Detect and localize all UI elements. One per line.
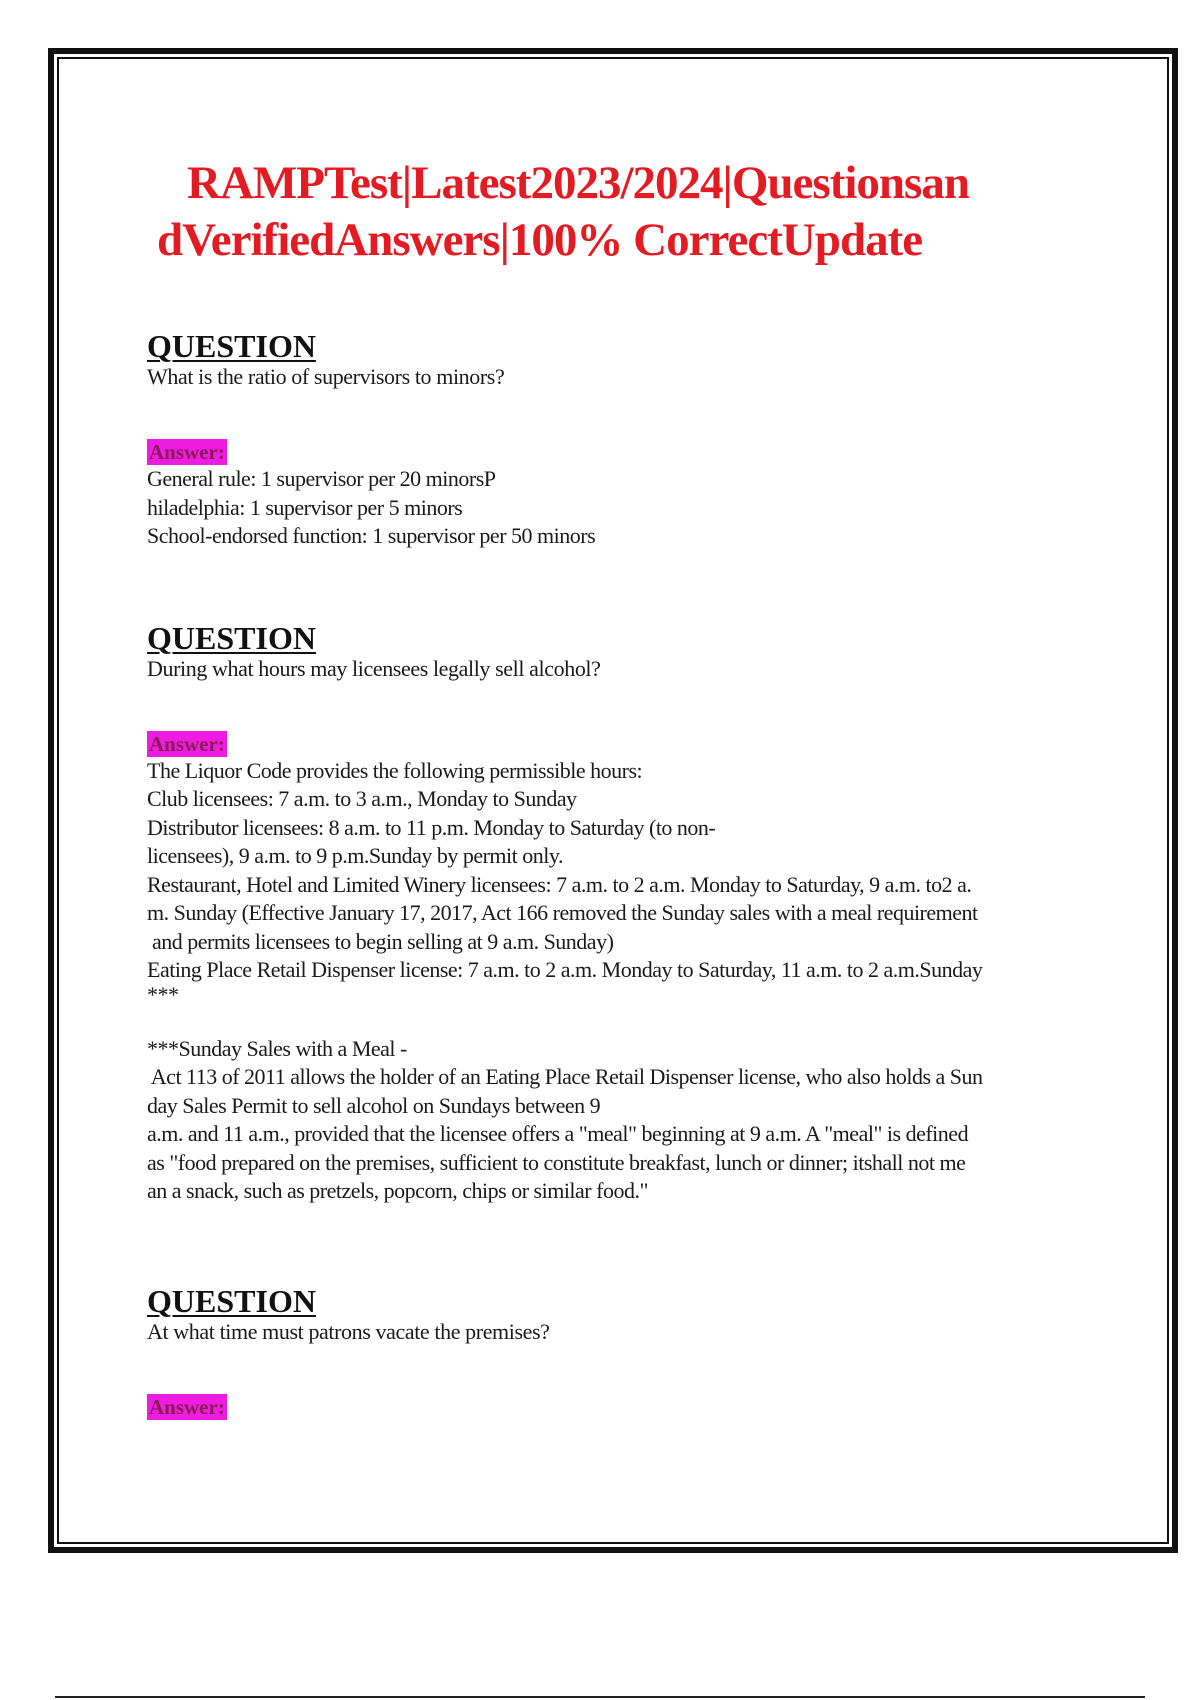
answer-line: as "food prepared on the premises, sufficient to constitute breakfast, lunch or dinner; itshall not me — [147, 1149, 966, 1175]
document-title — [157, 155, 1107, 269]
page-border-inner — [57, 57, 1169, 1544]
answer-line: m. Sunday (Effective January 17, 2017, Act 166 removed the Sunday sales with a meal requirement — [147, 900, 978, 925]
answer-line: Club licensees: 7 a.m. to 3 a.m., Monday to Sunday — [147, 786, 577, 811]
qa-block-2 — [147, 621, 1097, 1206]
answer-line: The Liquor Code provides the following permissible hours: — [147, 757, 643, 783]
answer-line: Eating Place Retail Dispenser license: 7 a.m. to 2 a.m. Monday to Saturday, 11 a.m. to 2 a.m.Sunday — [147, 957, 983, 982]
document-title-line-1: RAMPTest|Latest2023/2024|Questionsan — [187, 157, 969, 209]
answer-text — [147, 465, 1097, 551]
question-text: During what hours may licensees legally sell alcohol? — [147, 655, 601, 681]
answer-text — [147, 757, 1097, 1206]
answer-line: and permits licensees to begin selling at 9 a.m. Sunday) — [147, 928, 614, 954]
answer-line: General rule: 1 supervisor per 20 minorsP — [147, 466, 496, 491]
answer-line: licensees), 9 a.m. to 9 p.m.Sunday by permit only. — [147, 843, 563, 868]
answer-line: ***Sunday Sales with a Meal - — [147, 1035, 407, 1061]
answer-label: Answer: — [149, 731, 225, 756]
qa-block-3 — [147, 1284, 1097, 1420]
question-heading: QUESTION — [147, 1282, 316, 1319]
answer-line — [147, 1005, 1097, 1035]
answer-line: School-endorsed function: 1 supervisor per 50 minors — [147, 523, 596, 548]
answer-line: Distributor licensees: 8 a.m. to 11 p.m. Monday to Saturday (to non- — [147, 814, 716, 840]
question-heading: QUESTION — [147, 328, 316, 364]
footer-divider — [55, 1696, 1145, 1698]
answer-line: an a snack, such as pretzels, popcorn, chips or similar food." — [147, 1178, 648, 1203]
answer-line: day Sales Permit to sell alcohol on Sundays between 9 — [147, 1092, 601, 1118]
answer-label: Answer: — [149, 1394, 225, 1419]
qa-block-1 — [147, 329, 1097, 551]
question-text: What is the ratio of supervisors to minors? — [147, 364, 505, 389]
qa-content — [147, 329, 1097, 1420]
answer-line: hiladelphia: 1 supervisor per 5 minors — [147, 494, 463, 520]
answer-line: Restaurant, Hotel and Limited Winery licensees: 7 a.m. to 2 a.m. Monday to Saturday, 9 a.m. to2 a. — [147, 871, 972, 897]
answer-label: Answer: — [149, 440, 225, 464]
page-border — [48, 48, 1178, 1553]
question-heading: QUESTION — [147, 619, 316, 656]
question-text: At what time must patrons vacate the premises? — [147, 1318, 550, 1344]
answer-line: Act 113 of 2011 allows the holder of an Eating Place Retail Dispenser license, who also holds a Sun — [147, 1064, 983, 1089]
answer-line: a.m. and 11 a.m., provided that the licensee offers a "meal" beginning at 9 a.m. A "meal" is defined — [147, 1121, 969, 1146]
answer-line: *** — [147, 981, 179, 1007]
document-title-line-2: dVerifiedAnswers|100% CorrectUpdate — [157, 214, 923, 266]
